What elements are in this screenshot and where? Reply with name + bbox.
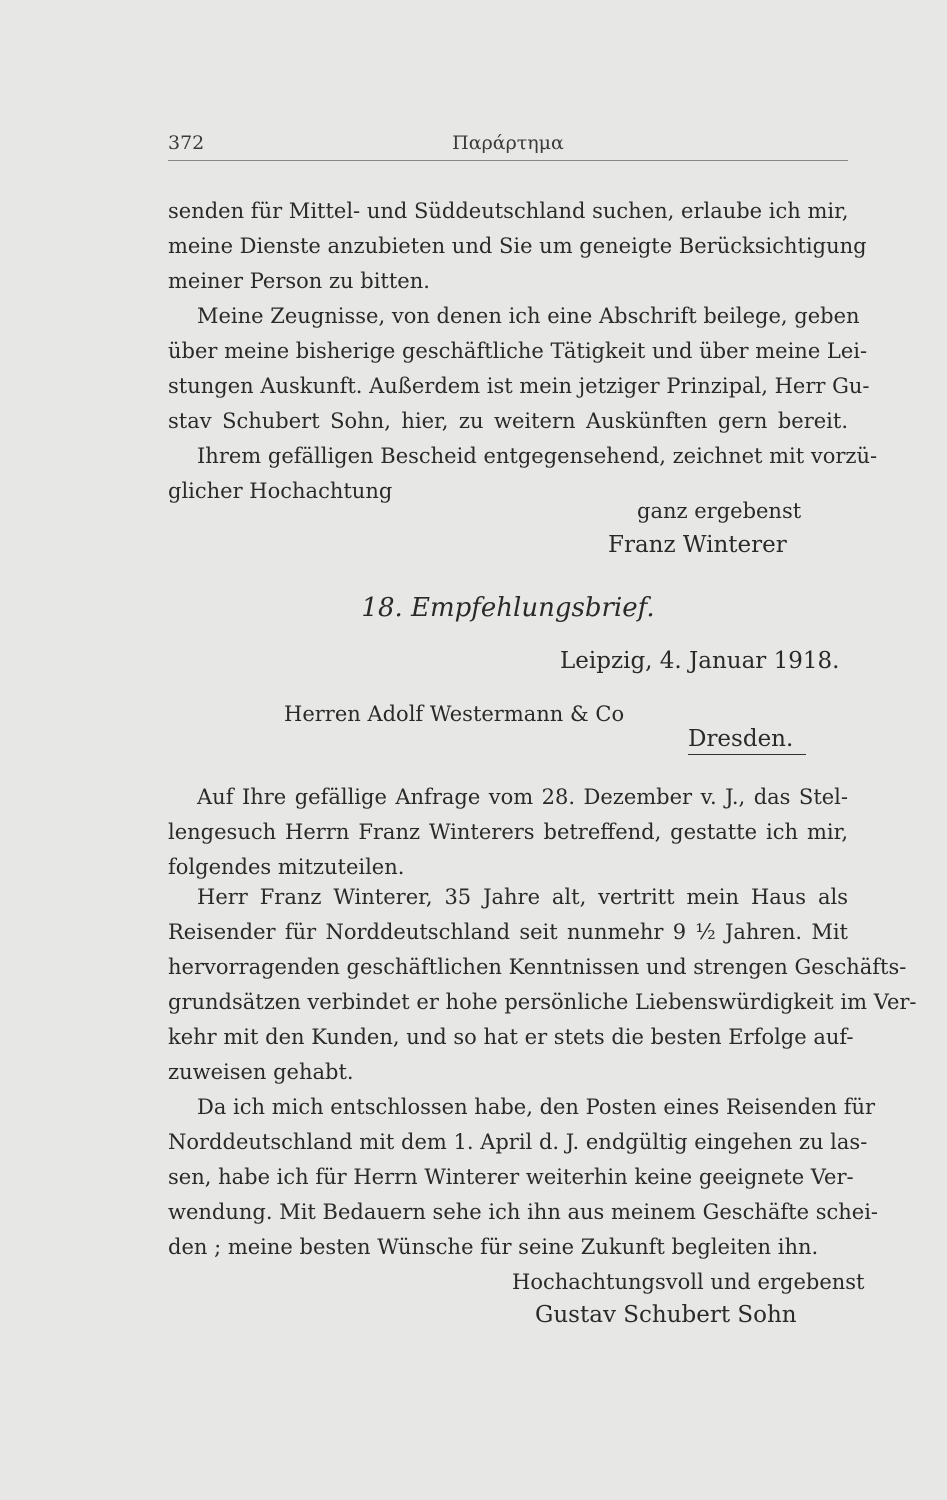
closing-signature: Franz Winterer	[608, 532, 787, 558]
text-line: meiner Person zu bitten.	[168, 269, 430, 293]
text-line: stungen Auskunft. Außerdem ist mein jetziger Prinzipal, Herr Gu-	[168, 374, 870, 398]
dateline: Leipzig, 4. Januar 1918.	[560, 648, 840, 674]
text-line: über meine bisherige geschäftliche Tätigkeit und über meine Lei-	[168, 339, 868, 363]
text-line: zuweisen gehabt.	[168, 1060, 354, 1084]
page-number: 372	[168, 132, 205, 154]
closing-greeting: Hochachtungsvoll und ergebenst	[512, 1270, 865, 1294]
text-line: sen, habe ich für Herrn Winterer weiterhin keine geeignete Ver-	[168, 1165, 854, 1189]
text-line: lengesuch Herrn Franz Winterers betreffend, gestatte ich mir,	[168, 820, 848, 844]
text-line: grundsätzen verbindet er hohe persönliche Liebenswürdigkeit im Ver-	[168, 990, 917, 1014]
city-name: Dresden.	[688, 726, 794, 752]
text-line: Meine Zeugnisse, von denen ich eine Abschrift beilege, geben	[197, 304, 860, 328]
text-line: folgendes mitzuteilen.	[168, 855, 405, 879]
closing-greeting: ganz ergebenst	[637, 499, 802, 523]
text-line: Ihrem gefälligen Bescheid entgegensehend, zeichnet mit vorzü-	[197, 444, 878, 468]
text-line: Da ich mich entschlossen habe, den Posten eines Reisenden für	[197, 1095, 876, 1119]
closing-signature: Gustav Schubert Sohn	[535, 1302, 797, 1328]
text-line: glicher Hochachtung	[168, 479, 393, 503]
page-header	[168, 132, 848, 158]
text-line: Reisender für Norddeutschland seit nunmehr 9 ½ Jahren. Mit	[168, 920, 848, 944]
text-line: meine Dienste anzubieten und Sie um geneigte Berücksichtigung	[168, 234, 867, 258]
text-line: wendung. Mit Bedauern sehe ich ihn aus meinem Geschäfte schei-	[168, 1200, 879, 1224]
text-line: Herr Franz Winterer, 35 Jahre alt, vertritt mein Haus als	[197, 885, 848, 909]
letter-heading: 18. Empfehlungsbrief.	[361, 593, 655, 623]
text-line: hervorragenden geschäftlichen Kenntnissen und strengen Geschäfts-	[168, 955, 907, 979]
running-title: Παράρτημα	[452, 132, 564, 154]
text-line: senden für Mittel- und Süddeutschland suchen, erlaube ich mir,	[168, 199, 849, 223]
text-line: Auf Ihre gefällige Anfrage vom 28. Dezember v. J., das Stel-	[197, 785, 848, 809]
text-line: stav Schubert Sohn, hier, zu weitern Auskünften gern bereit.	[168, 409, 848, 433]
text-line: Norddeutschland mit dem 1. April d. J. endgültig eingehen zu las-	[168, 1130, 868, 1154]
addressee: Herren Adolf Westermann & Co	[284, 702, 625, 726]
text-line: kehr mit den Kunden, und so hat er stets die besten Erfolge auf-	[168, 1025, 854, 1049]
city-underline	[688, 754, 806, 755]
text-line: den ; meine besten Wünsche für seine Zukunft begleiten ihn.	[168, 1235, 819, 1259]
address-city	[688, 726, 806, 755]
header-rule	[168, 160, 848, 161]
